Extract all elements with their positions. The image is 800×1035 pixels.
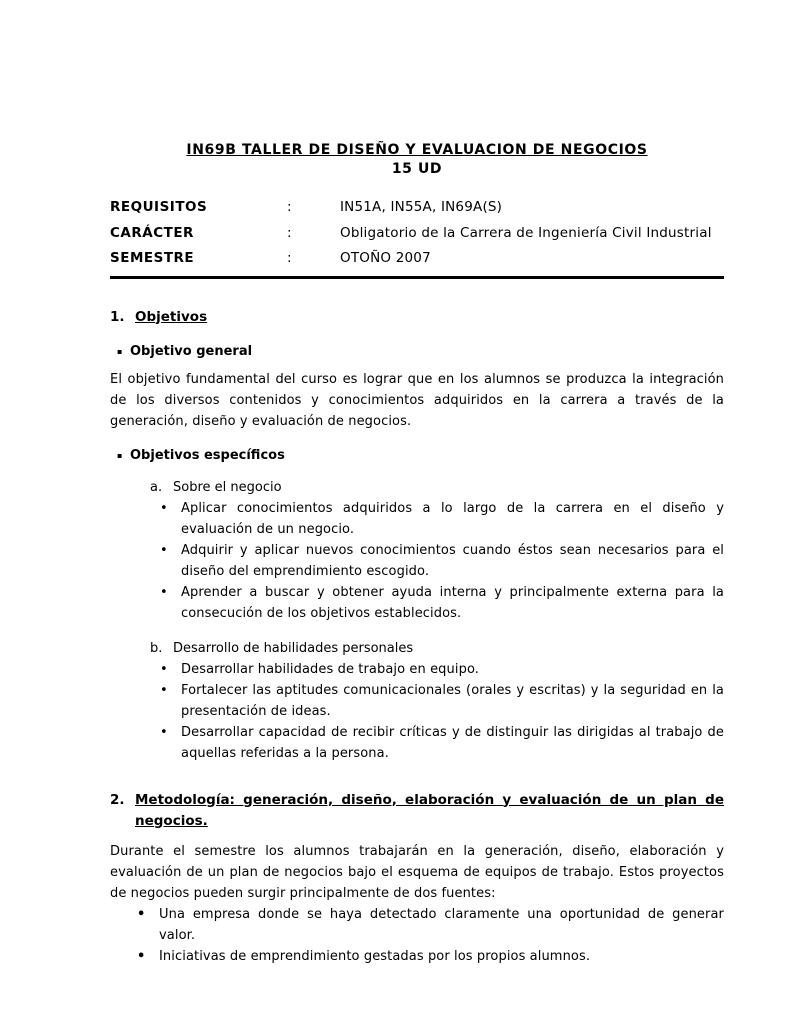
sub-section-letter: a. — [150, 479, 163, 495]
sub-section-title: Sobre el negocio — [173, 479, 282, 495]
info-row-caracter — [110, 221, 724, 247]
list-item — [110, 946, 724, 967]
info-label: CARÁCTER — [110, 224, 194, 241]
list-item-text: Una empresa donde se haya detectado claramente una oportunidad de generar valor. — [159, 906, 724, 943]
list-item-text: Fortalecer las aptitudes comunicacionales (orales y escritas) y la seguridad en la presentación de ideas. — [181, 682, 724, 719]
list-item — [110, 722, 724, 764]
info-value: OTOÑO 2007 — [340, 250, 431, 266]
info-row-semestre — [110, 246, 724, 272]
bullet-icon: • — [160, 661, 168, 677]
list-item-text: Desarrollar capacidad de recibir críticas y de distinguir las dirigidas al trabajo de aquellas referidas a la persona. — [181, 724, 724, 761]
info-value: IN51A, IN55A, IN69A(S) — [340, 199, 503, 215]
section-number: 1. — [110, 308, 125, 325]
course-title-row — [110, 141, 724, 160]
sub-section-title: Desarrollo de habilidades personales — [173, 640, 414, 656]
bullet-icon: • — [137, 906, 146, 922]
list-item — [110, 582, 724, 624]
section-number: 2. — [110, 791, 125, 808]
section-1-heading — [110, 307, 724, 328]
course-title: IN69B TALLER DE DISEÑO Y EVALUACION DE NEGOCIOS — [186, 142, 648, 158]
list-item — [110, 680, 724, 722]
square-bullet-icon: ▪ — [117, 450, 123, 460]
list-item-text: Desarrollar habilidades de trabajo en equipo. — [181, 661, 479, 677]
list-item-text: Aprender a buscar y obtener ayuda interna y principalmente externa para la consecución de los objetivos establecidos. — [181, 584, 724, 621]
list-item-text: Adquirir y aplicar nuevos conocimientos cuando éstos sean necesarios para el diseño del emprendimiento escogido. — [181, 542, 724, 579]
section-title: Objetivos — [135, 308, 208, 325]
section-2-list — [110, 904, 724, 967]
course-units: 15 UD — [391, 161, 443, 177]
document-header — [110, 141, 724, 179]
list-item — [110, 498, 724, 540]
bullet-icon: • — [160, 542, 168, 558]
list-item — [110, 904, 724, 946]
sub-b-list — [110, 659, 724, 764]
section-2-heading — [110, 790, 724, 832]
bullet-icon: • — [137, 948, 146, 964]
sub-a-list — [110, 498, 724, 624]
bullet-icon: • — [160, 500, 168, 516]
sub-section-a-heading — [110, 477, 724, 498]
info-label: REQUISITOS — [110, 199, 208, 215]
course-info-table — [110, 195, 724, 279]
bullet-icon: • — [160, 584, 168, 600]
list-item-text: Aplicar conocimientos adquiridos a lo largo de la carrera en el diseño y evaluación de un negocio. — [181, 500, 724, 537]
info-label: SEMESTRE — [110, 250, 195, 266]
section-2-paragraph: Durante el semestre los alumnos trabajarán en la generación, diseño, elaboración y evaluación de un plan de negocios bajo el esquema de equipos de trabajo. Estos proyectos de negocios pueden surgir principalmente de dos fuentes: — [110, 843, 724, 901]
heading-label: Objetivo general — [130, 343, 253, 359]
info-row-requisitos — [110, 195, 724, 221]
objetivo-general-heading — [110, 341, 724, 362]
list-item — [110, 659, 724, 680]
objetivo-general-paragraph: El objetivo fundamental del curso es lograr que en los alumnos se produzca la integración de los diversos contenidos y conocimientos adquiridos en la carrera a través de la generación, diseño y evaluación de negocios. — [110, 371, 724, 429]
info-value: Obligatorio de la Carrera de Ingeniería Civil Industrial — [340, 224, 712, 241]
objetivos-especificos-heading — [110, 445, 724, 466]
list-item — [110, 540, 724, 582]
sub-section-b-heading — [110, 638, 724, 659]
list-item-text: Iniciativas de emprendimiento gestadas por los propios alumnos. — [159, 948, 591, 964]
info-separator: : — [287, 250, 292, 266]
heading-label: Objetivos específicos — [130, 447, 285, 463]
sub-section-letter: b. — [150, 640, 163, 656]
section-title: Metodología: generación, diseño, elaboración y evaluación de un plan de negocios. — [135, 791, 724, 829]
info-separator: : — [287, 224, 292, 241]
bullet-icon: • — [160, 724, 168, 740]
bullet-icon: • — [160, 682, 168, 698]
info-separator: : — [287, 199, 292, 215]
square-bullet-icon: ▪ — [117, 346, 123, 356]
